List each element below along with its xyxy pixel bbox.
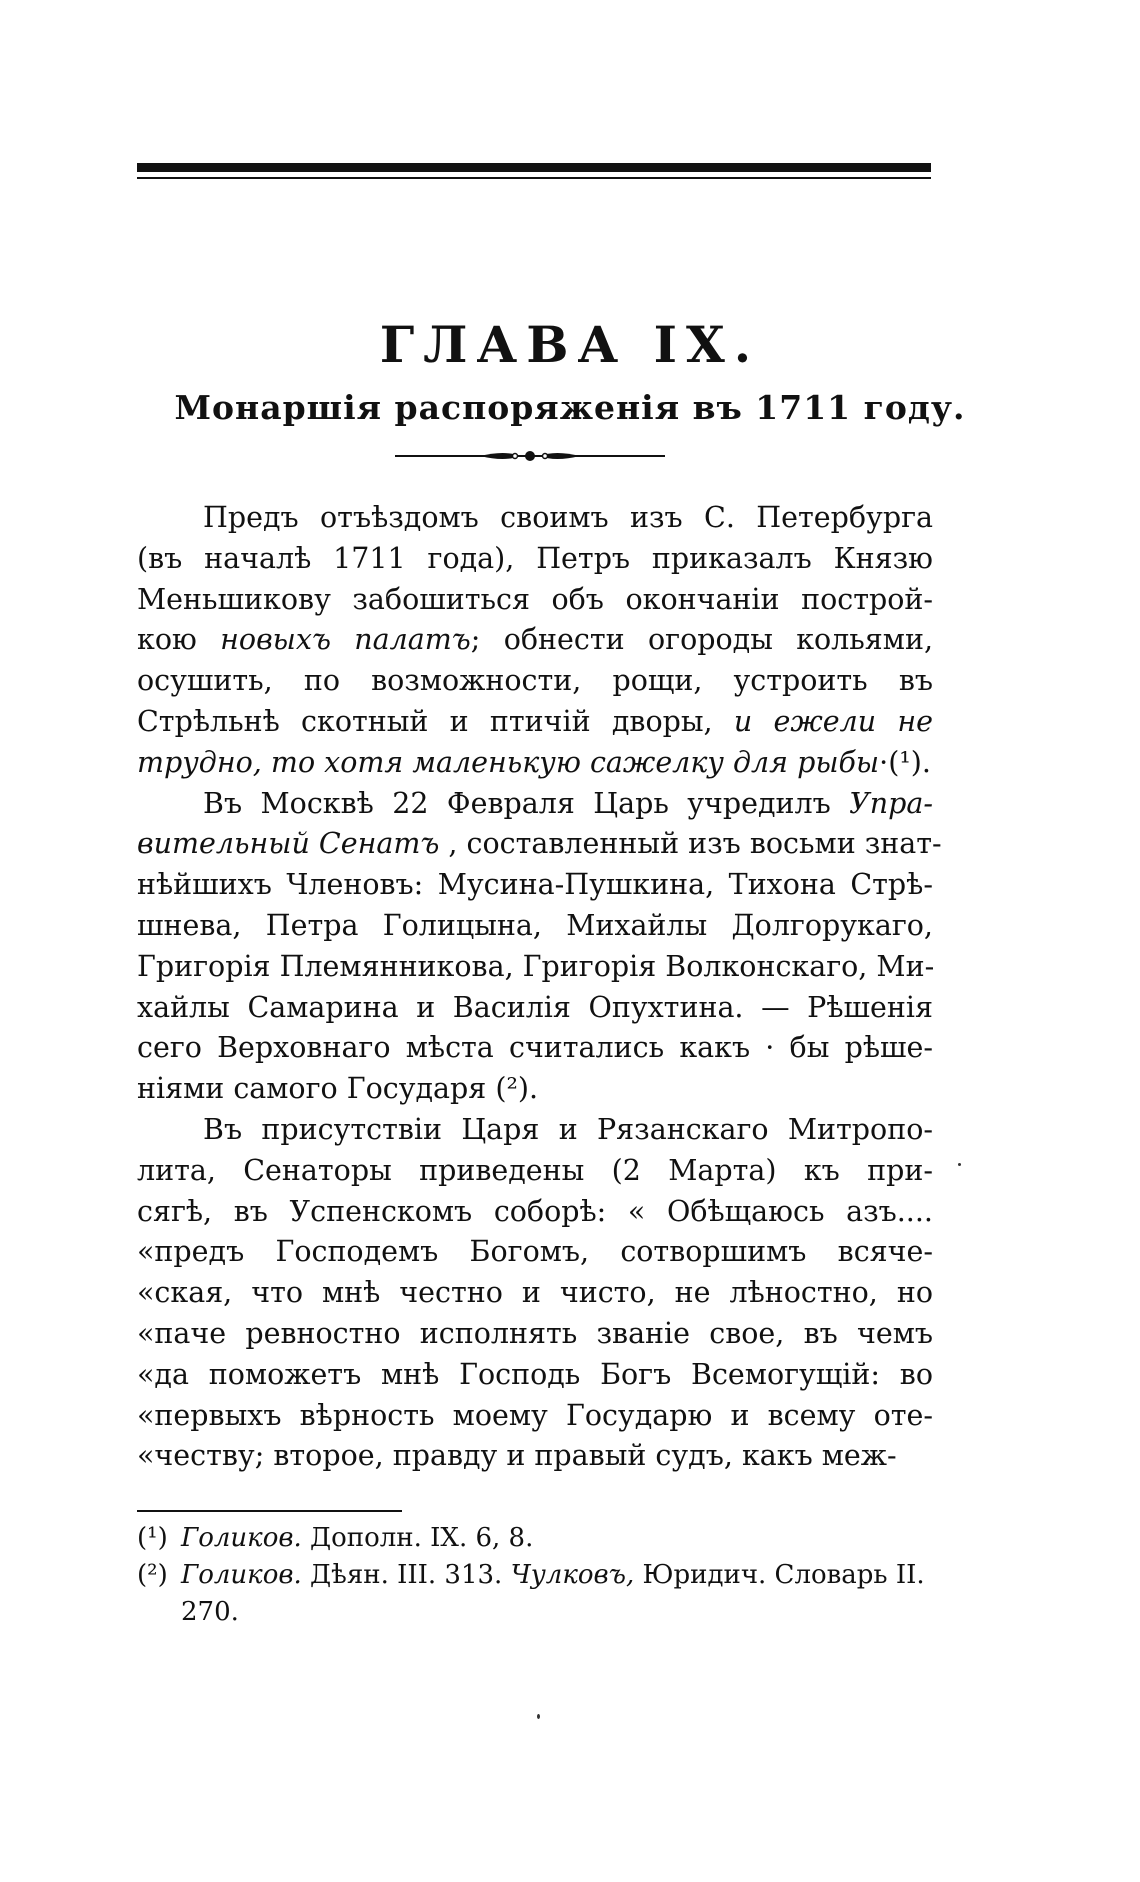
header-rule-thin (137, 177, 931, 179)
paragraph (137, 784, 942, 1110)
text-line (137, 1110, 933, 1151)
text-segment: сягѣ, въ Успенскомъ соборѣ: « Обѣщаюсь азъ.... (137, 1194, 933, 1228)
text-line (137, 1069, 933, 1110)
text-segment: «первыхъ вѣрность моему Государю и всему оте- (137, 1398, 933, 1432)
italic-text: и ежели не (733, 704, 933, 738)
header-rule-thick (137, 163, 931, 172)
text-segment: ніями самого Государя (²). (137, 1072, 539, 1106)
text-segment: Въ Москвѣ 22 Февраля Царь учредилъ (203, 786, 850, 820)
text-line (137, 498, 933, 539)
text-line (137, 620, 933, 661)
italic-text: вительный Сенатъ (137, 827, 440, 861)
text-line (137, 702, 933, 743)
text-segment: ; обнести огороды кольями, (470, 623, 934, 657)
text-line (137, 824, 942, 865)
paragraph (137, 498, 933, 784)
text-segment: лита, Сенаторы приведены (2 Марта) къ при- (137, 1153, 933, 1187)
footnote-marker: (¹) (137, 1523, 168, 1553)
text-line (137, 1436, 933, 1477)
text-segment: Въ присутствіи Царя и Рязанскаго Митропо- (203, 1112, 933, 1146)
text-segment: осушить, по возможности, рощи, устроить въ (137, 664, 933, 698)
text-segment: «честву; второе, правду и правый судъ, какъ меж- (137, 1439, 897, 1473)
text-line (137, 580, 933, 621)
text-line (137, 1355, 933, 1396)
text-segment: шнева, Петра Голицына, Михайлы Долгорукаго, (137, 908, 933, 942)
text-line (137, 661, 933, 702)
footnote-author: Чулковъ, (510, 1560, 635, 1590)
italic-text: новыхъ палатъ (220, 623, 471, 657)
text-segment: «ская, что мнѣ честно и чисто, не лѣностно, но (137, 1276, 933, 1310)
text-line (137, 1232, 933, 1273)
text-line (137, 1151, 933, 1192)
text-line (137, 743, 933, 784)
body-text (137, 498, 942, 1477)
text-segment: (въ началѣ 1711 года), Петръ приказалъ Князю (137, 541, 933, 575)
footnote-text: Дополн. IX. 6, 8. (301, 1523, 534, 1553)
text-segment: Предъ отъѣздомъ своимъ изъ С. Петербурга (203, 501, 933, 534)
paragraph (137, 1110, 933, 1477)
footnote-author: Голиков. (181, 1560, 302, 1590)
text-line (137, 906, 933, 947)
text-segment: нѣйшихъ Членовъ: Мусина-Пушкина, Тихона Стрѣ- (137, 868, 933, 902)
footnote (137, 1520, 933, 1557)
footnote-text: Юридич. Словарь II. (634, 1560, 925, 1590)
italic-text: Упра- (849, 786, 933, 820)
text-segment: Стрѣльнѣ скотный и птичій дворы, (137, 704, 734, 738)
text-line (137, 1396, 933, 1437)
italic-text: трудно, то хотя маленькую сажелку для рыбы (137, 745, 880, 779)
bottom-speck (537, 1714, 540, 1719)
text-segment: хайлы Самарина и Василія Опухтина. — Рѣшенія (137, 990, 933, 1024)
footnote-marker: (²) (137, 1560, 168, 1590)
footnote-text: Дѣян. III. 313. (301, 1560, 511, 1590)
text-segment: «да поможетъ мнѣ Господь Богъ Всемогущій: во (137, 1357, 933, 1391)
text-line (137, 539, 933, 580)
text-line (137, 1314, 933, 1355)
text-line (137, 1028, 933, 1069)
footnote (137, 1557, 933, 1594)
footnotes (137, 1520, 933, 1631)
text-line (137, 1192, 933, 1233)
text-segment: «паче ревностно исполнять званіе свое, въ чемъ (137, 1316, 933, 1350)
footnote-rule (137, 1510, 402, 1512)
text-segment: Меньшикову забошиться объ окончаніи построй- (137, 582, 933, 616)
text-segment: , составленный изъ восьми знат- (439, 827, 942, 861)
text-line (137, 988, 933, 1029)
chapter-subtitle: Монаршія распоряженія въ 1711 году. (174, 388, 966, 427)
text-segment: кою (137, 623, 221, 657)
text-line (137, 1273, 933, 1314)
text-segment: сего Верховнаго мѣста считались какъ · бы рѣше- (137, 1031, 933, 1065)
text-line (137, 947, 933, 988)
ornament-divider (395, 446, 665, 466)
text-line (137, 784, 933, 825)
text-line (137, 865, 933, 906)
margin-speck (958, 1163, 961, 1166)
text-segment: ·(¹). (879, 745, 931, 779)
text-segment: Григорія Племянникова, Григорія Волконскаго, Ми- (137, 949, 935, 983)
chapter-title: ГЛАВА IX. (379, 315, 761, 374)
footnote-continuation: 270. (181, 1597, 239, 1627)
footnote-author: Голиков. (181, 1523, 302, 1553)
text-segment: «предъ Господемъ Богомъ, сотворшимъ всяче- (137, 1235, 933, 1269)
